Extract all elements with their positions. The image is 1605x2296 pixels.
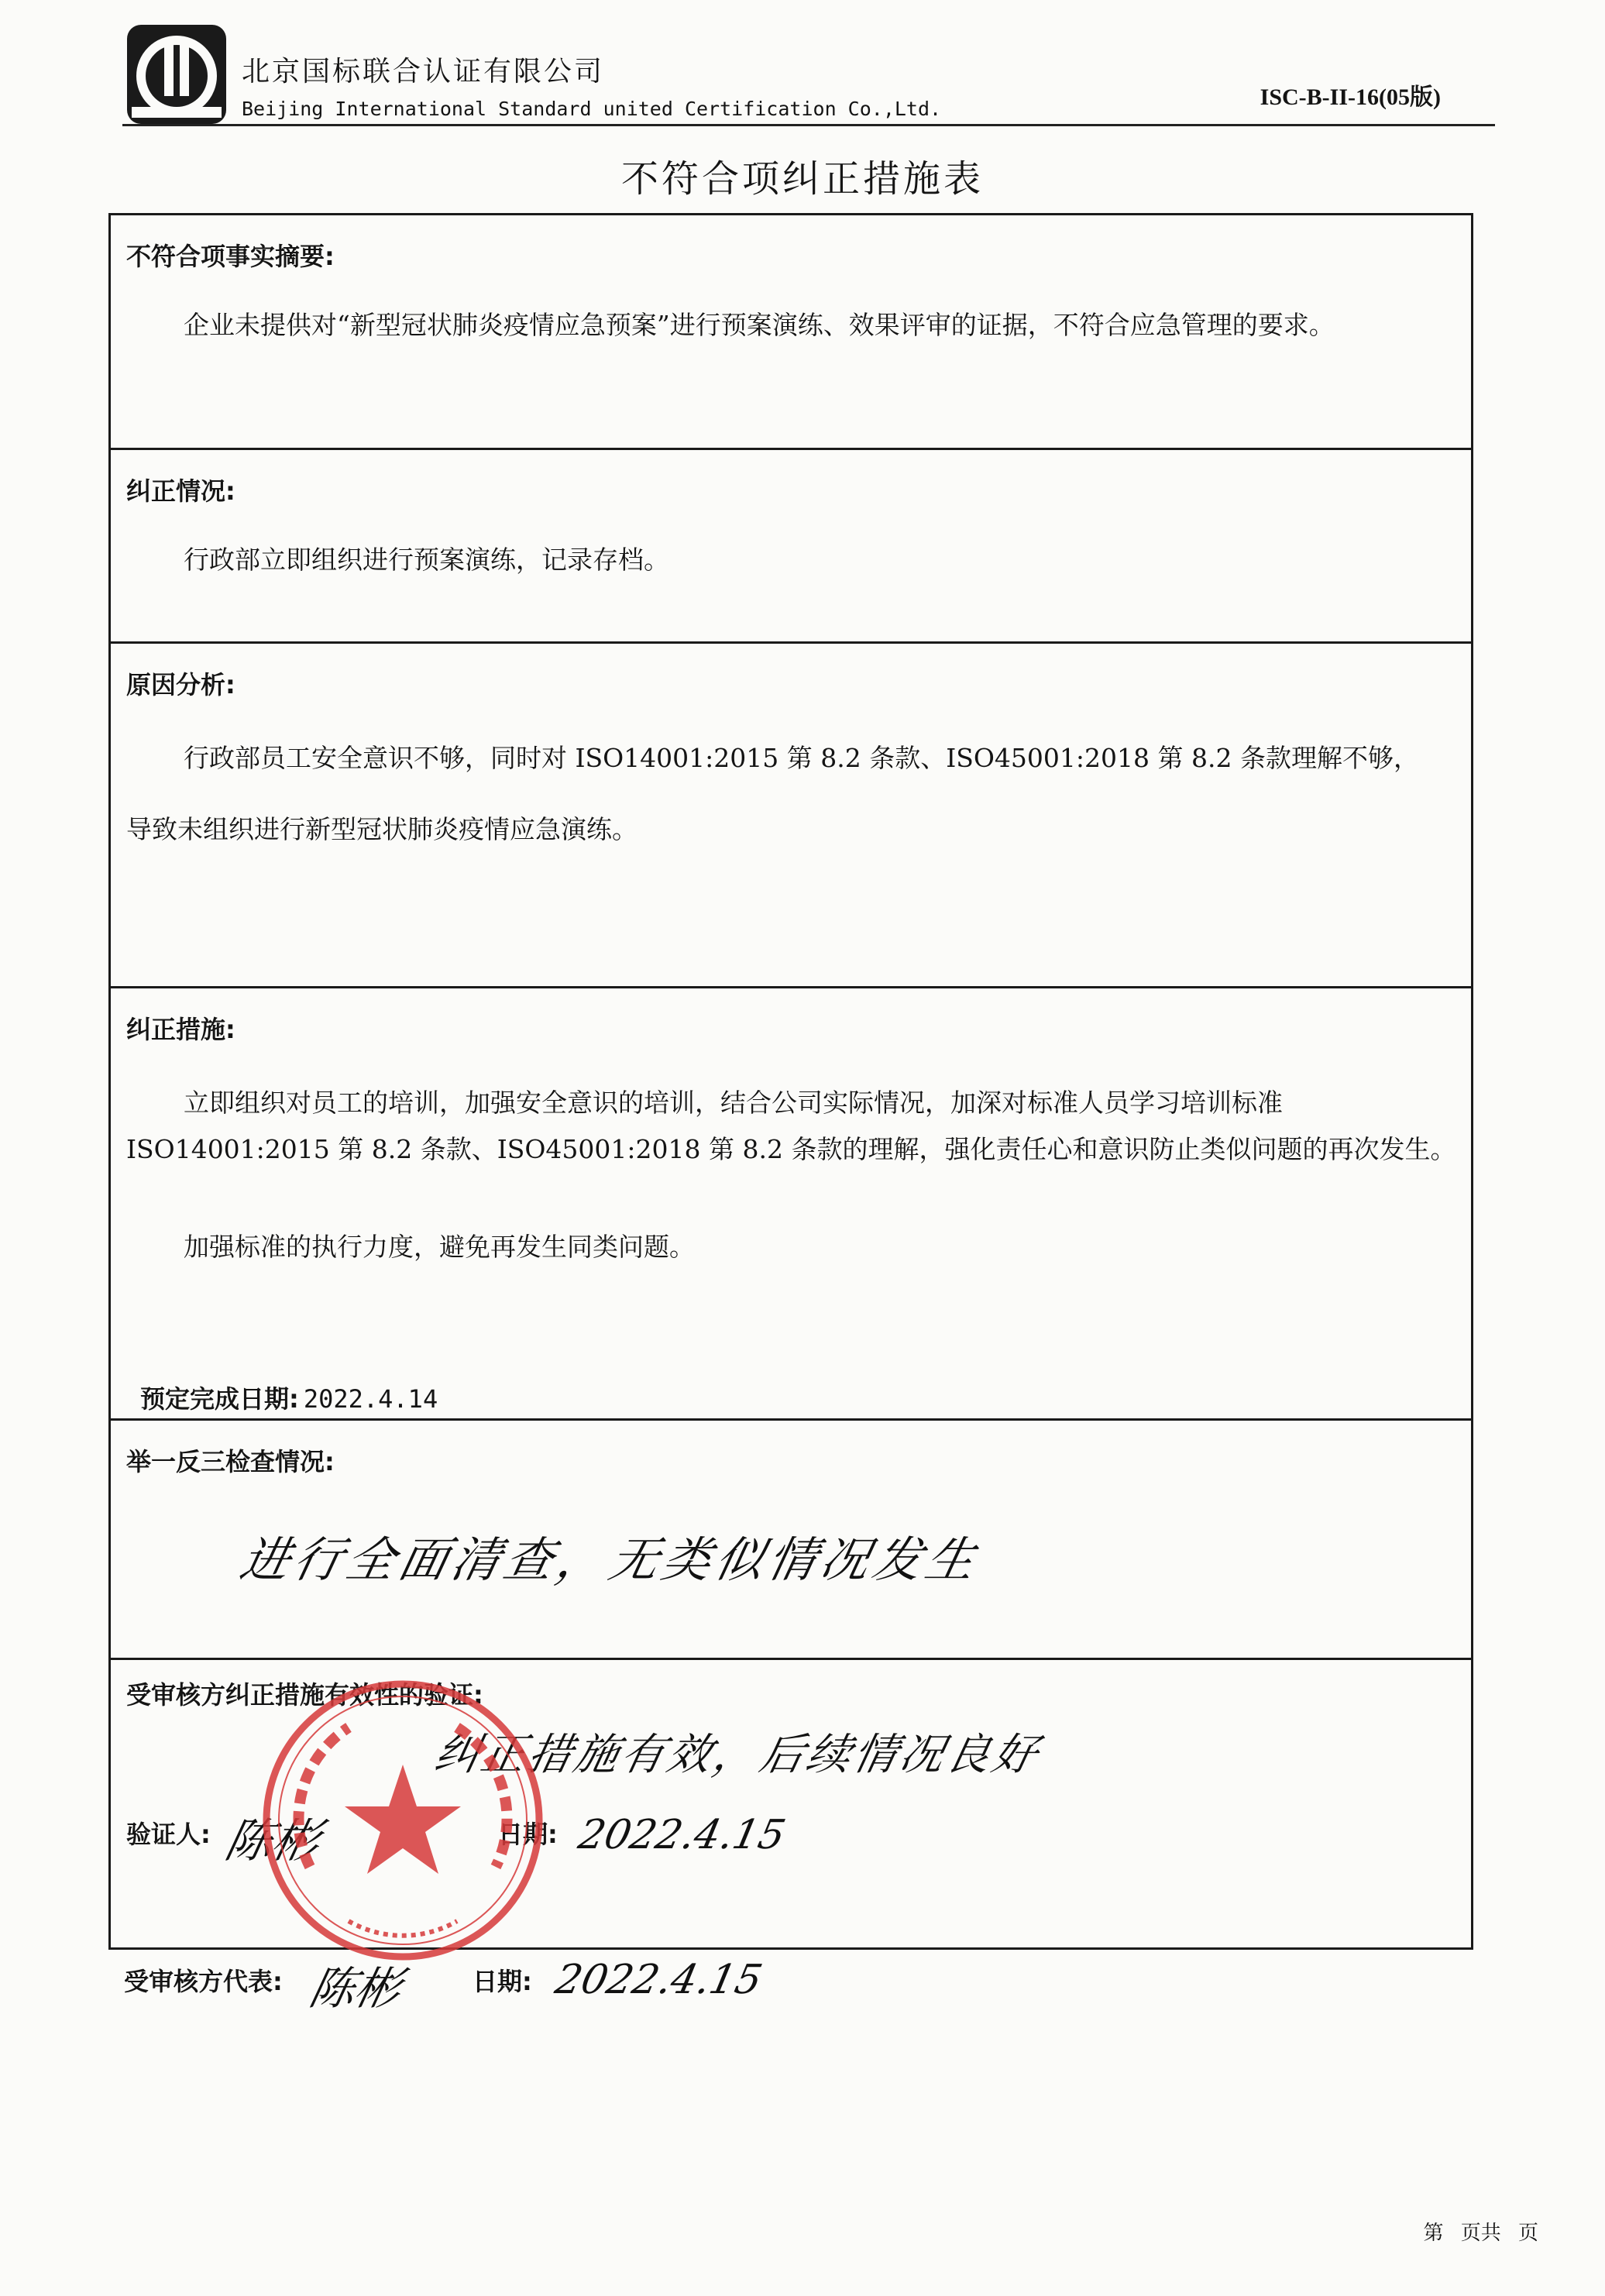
company-name-cn: 北京国标联合认证有限公司 bbox=[242, 56, 605, 88]
form-code: ISC-B-II-16(05版) bbox=[1260, 84, 1441, 110]
verification-date-label: 日期: bbox=[498, 1820, 558, 1849]
verification-date-value: 2022.4.15 bbox=[574, 1812, 790, 1858]
auditee-rep-label: 受审核方代表: bbox=[124, 1967, 283, 1996]
cause-text-2: 导致未组织进行新型冠状肺炎疫情应急演练。 bbox=[126, 814, 638, 844]
due-date-label: 预定完成日期: bbox=[140, 1384, 299, 1414]
auditee-rep-signature: 陈彬 bbox=[304, 1962, 407, 2015]
section-cause bbox=[111, 644, 1471, 988]
company-name-en: Beijing International Standard united Certification Co.,Ltd. bbox=[242, 98, 942, 120]
inference-label: 举一反三检查情况: bbox=[126, 1447, 335, 1476]
section-fact-summary bbox=[111, 215, 1471, 450]
fact-summary-label: 不符合项事实摘要: bbox=[126, 242, 335, 271]
verification-handwriting: 纠正措施有效，后续情况良好 bbox=[430, 1730, 1045, 1780]
verification-label: 受审核方纠正措施有效性的验证: bbox=[126, 1680, 483, 1710]
company-seal-icon bbox=[256, 1673, 550, 1968]
auditee-date-value: 2022.4.15 bbox=[551, 1957, 767, 2003]
measures-text-1: 立即组织对员工的培训，加强安全意识的培训，结合公司实际情况，加深对标准人员学习培训标准 ISO14001:2015 第 8.2 条款、ISO45001:2018 第 8.2 条款的理解，强化责任心和意识防止类似问题的再次发生。 bbox=[126, 1088, 1456, 1164]
verifier-label: 验证人: bbox=[126, 1820, 211, 1849]
section-measures bbox=[111, 988, 1471, 1421]
document-header bbox=[124, 22, 1503, 130]
correction-text: 行政部立即组织进行预案演练，记录存档。 bbox=[184, 545, 669, 575]
page-number: 第 页共 页 bbox=[1423, 2222, 1538, 2245]
cause-label: 原因分析: bbox=[126, 670, 235, 699]
company-logo-icon bbox=[124, 22, 229, 127]
cause-text-1: 行政部员工安全意识不够，同时对 ISO14001:2015 第 8.2 条款、ISO45001:2018 第 8.2 条款理解不够， bbox=[184, 743, 1419, 773]
header-divider bbox=[122, 124, 1495, 126]
section-correction bbox=[111, 450, 1471, 644]
measures-label: 纠正措施: bbox=[126, 1015, 235, 1044]
section-inference-check bbox=[111, 1421, 1471, 1660]
document-title: 不符合项纠正措施表 bbox=[620, 157, 984, 201]
correction-label: 纠正情况: bbox=[126, 476, 235, 506]
due-date-value: 2022.4.14 bbox=[303, 1384, 438, 1414]
fact-summary-text: 企业未提供对“新型冠状肺炎疫情应急预案”进行预案演练、效果评审的证据，不符合应急管理的要求。 bbox=[184, 310, 1335, 340]
verifier-signature: 陈彬 bbox=[220, 1814, 325, 1868]
due-date bbox=[140, 1380, 438, 1415]
inference-handwriting: 进行全面清查，无类似情况发生 bbox=[235, 1531, 985, 1588]
auditee-date-label: 日期: bbox=[473, 1967, 532, 1996]
measures-text-2: 加强标准的执行力度，避免再发生同类问题。 bbox=[184, 1232, 695, 1262]
